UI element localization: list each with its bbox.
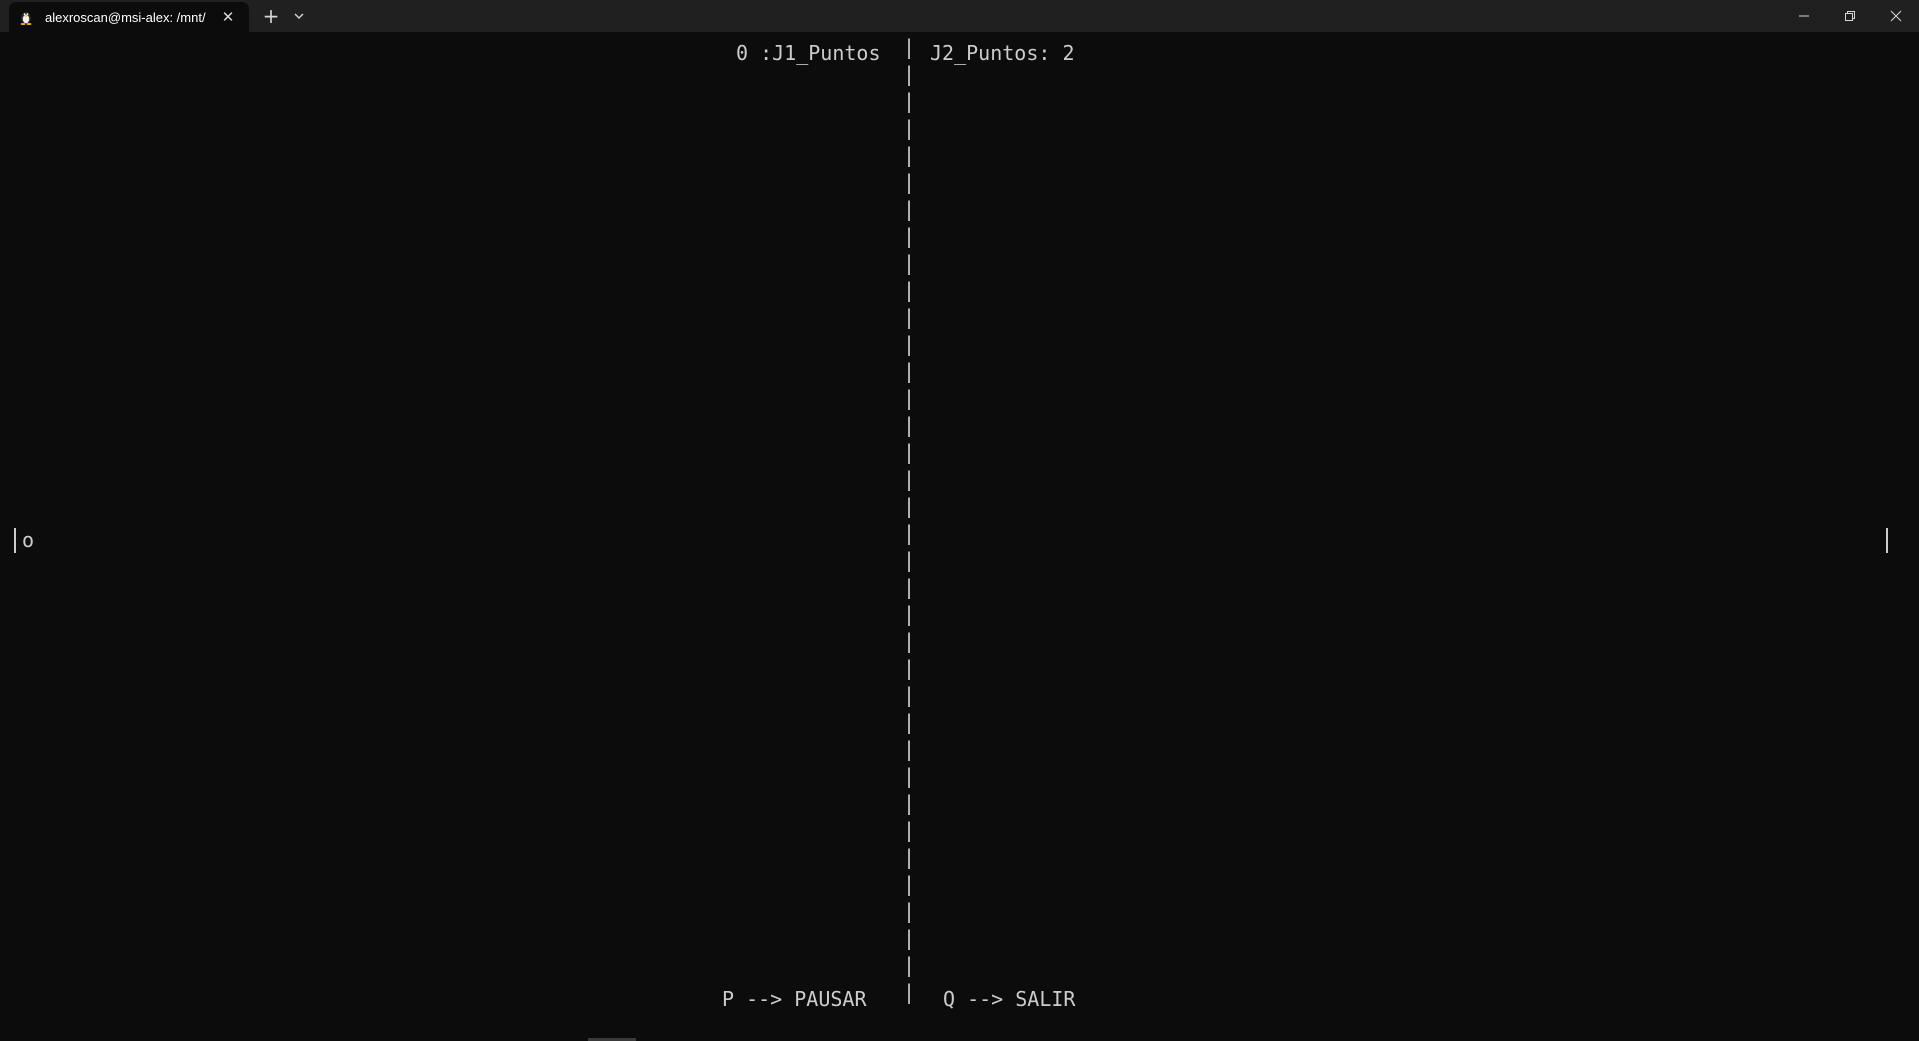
tab-title: alexroscan@msi-alex: /mnt/ bbox=[45, 9, 206, 25]
restore-button[interactable] bbox=[1827, 0, 1873, 32]
net-segment: | bbox=[903, 440, 916, 464]
center-net bbox=[903, 34, 917, 1006]
net-segment: | bbox=[903, 548, 916, 572]
net-segment: | bbox=[903, 953, 916, 977]
net-segment: | bbox=[903, 899, 916, 923]
net-segment: | bbox=[903, 386, 916, 410]
new-tab-button[interactable]: + bbox=[262, 4, 280, 28]
net-segment: | bbox=[903, 926, 916, 950]
net-segment: | bbox=[903, 872, 916, 896]
score-j2: J2_Puntos: 2 bbox=[930, 41, 1075, 65]
net-segment: | bbox=[903, 359, 916, 383]
ball: o bbox=[22, 528, 35, 552]
net-segment: | bbox=[903, 494, 916, 518]
paddle-left bbox=[14, 528, 16, 553]
net-segment: | bbox=[903, 764, 916, 788]
minimize-button[interactable] bbox=[1781, 0, 1827, 32]
net-segment: | bbox=[903, 116, 916, 140]
net-segment: | bbox=[903, 521, 916, 545]
title-bar bbox=[0, 0, 1919, 32]
net-segment: | bbox=[903, 575, 916, 599]
net-segment: | bbox=[903, 683, 916, 707]
net-segment: | bbox=[903, 278, 916, 302]
close-tab-icon[interactable]: ✕ bbox=[221, 8, 235, 26]
net-segment: | bbox=[903, 710, 916, 734]
controls-pause: P --> PAUSAR bbox=[722, 987, 867, 1011]
close-icon bbox=[1890, 10, 1902, 22]
net-segment: | bbox=[903, 629, 916, 653]
net-segment: | bbox=[903, 143, 916, 167]
net-segment: | bbox=[903, 791, 916, 815]
restore-icon bbox=[1844, 10, 1856, 22]
net-segment: | bbox=[903, 467, 916, 491]
net-segment: | bbox=[903, 602, 916, 626]
paddle-right bbox=[1886, 528, 1888, 553]
net-segment: | bbox=[903, 737, 916, 761]
net-segment: | bbox=[903, 35, 916, 59]
net-segment: | bbox=[903, 224, 916, 248]
net-segment: | bbox=[903, 89, 916, 113]
net-segment: | bbox=[903, 818, 916, 842]
net-segment: | bbox=[903, 656, 916, 680]
net-segment: | bbox=[903, 413, 916, 437]
controls-quit: Q --> SALIR bbox=[943, 987, 1076, 1011]
close-window-button[interactable] bbox=[1873, 0, 1919, 32]
chevron-down-icon[interactable] bbox=[290, 8, 308, 24]
net-segment: | bbox=[903, 305, 916, 329]
net-segment: | bbox=[903, 845, 916, 869]
score-j1: 0 :J1_Puntos bbox=[736, 41, 881, 65]
net-segment: | bbox=[903, 170, 916, 194]
linux-penguin-icon bbox=[19, 9, 33, 25]
net-segment: | bbox=[903, 62, 916, 86]
terminal-area[interactable] bbox=[0, 32, 1919, 1041]
minimize-icon bbox=[1798, 10, 1810, 22]
net-segment: | bbox=[903, 980, 916, 1004]
terminal-tab[interactable] bbox=[9, 2, 249, 32]
net-segment: | bbox=[903, 197, 916, 221]
net-segment: | bbox=[903, 251, 916, 275]
net-segment: | bbox=[903, 332, 916, 356]
